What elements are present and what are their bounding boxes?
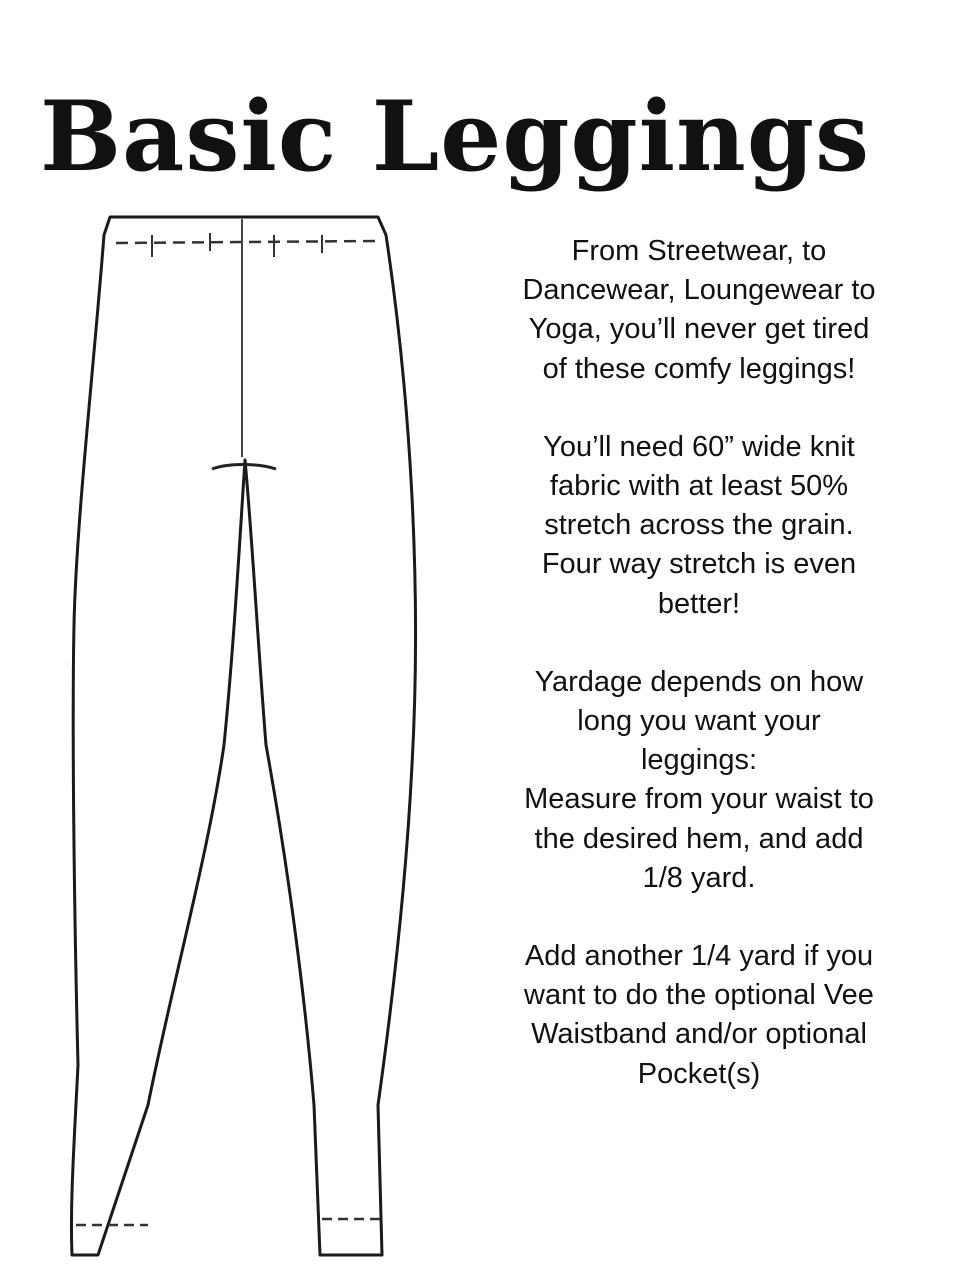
page-title: Basic Leggings	[40, 80, 870, 194]
fabric-paragraph: You’ll need 60” wide knit fabric with at least 50% stretch across the grain. Four way stretch is even better!	[541, 430, 857, 620]
yardage-paragraph: Yardage depends on how long you want your leggings: Measure from your waist to the desired hem, and add 1/8 yard.	[524, 665, 874, 894]
leggings-flat-sketch	[60, 205, 430, 1265]
intro-paragraph: From Streetwear, to Dancewear, Loungewear to Yoga, you’ll never get tired of these comfy leggings!	[522, 235, 876, 385]
optional-extras-paragraph: Add another 1/4 yard if you want to do the optional Vee Waistband and/or optional Pocket(s)	[524, 940, 874, 1090]
waistband-stitch-line	[116, 241, 376, 243]
description-column	[486, 232, 912, 1094]
leggings-outline	[71, 217, 415, 1255]
waistband-stitch-marks	[152, 233, 322, 257]
